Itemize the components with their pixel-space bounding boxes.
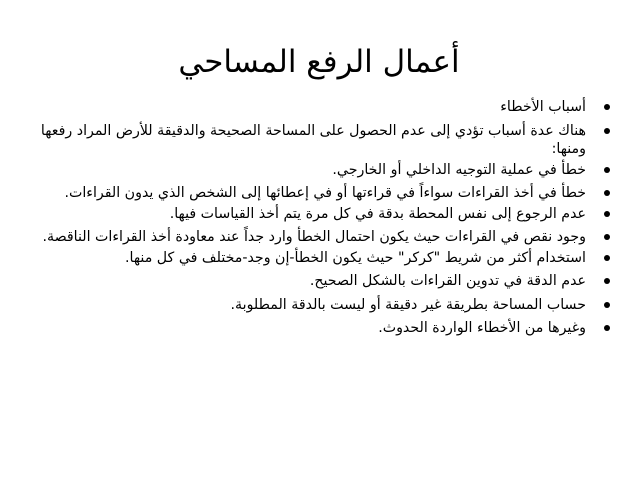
bullet-text: حساب المساحة بطريقة غير دقيقة أو ليست بالدقة المطلوبة. xyxy=(230,296,586,313)
bullet-text: استخدام أكثر من شريط "كركر" حيث يكون الخطأ-إن وجد-مختلف في كل منها. xyxy=(125,249,586,266)
bullet-item xyxy=(16,319,616,338)
bullet-dot-icon xyxy=(604,190,610,196)
bullet-item xyxy=(16,272,616,291)
bullet-dot-icon xyxy=(604,211,610,217)
slide-title: أعمال الرفع المساحي xyxy=(178,44,460,80)
bullet-dot-icon xyxy=(604,128,610,134)
bullet-dot-icon xyxy=(604,255,610,261)
bullet-dot-icon xyxy=(604,325,610,331)
bullet-text: وجود نقص في القراءات حيث يكون احتمال الخطأ وارد جداً عند معاودة أخذ القراءات الناقصة. xyxy=(42,229,586,245)
bullet-text: خطأ في أخذ القراءات سواءاً في قراءتها أو في إعطائها إلى الشخص الذي يدون القراءات. xyxy=(64,185,586,201)
bullet-dot-icon xyxy=(604,104,610,110)
bullet-dot-icon xyxy=(604,167,610,173)
bullet-text: خطأ في عملية التوجيه الداخلي أو الخارجي. xyxy=(332,161,586,178)
bullet-item xyxy=(16,228,616,247)
bullet-item xyxy=(16,184,616,203)
bullet-dot-icon xyxy=(604,302,610,308)
bullet-dot-icon xyxy=(604,234,610,240)
bullet-item xyxy=(16,296,616,315)
bullet-item xyxy=(16,249,616,268)
bullet-item xyxy=(16,98,616,117)
bullet-list xyxy=(16,98,616,343)
bullet-item xyxy=(16,122,616,159)
bullet-text: وغيرها من الأخطاء الواردة الحدوث. xyxy=(378,320,586,336)
bullet-item xyxy=(16,161,616,180)
bullet-item xyxy=(16,205,616,224)
bullet-dot-icon xyxy=(604,278,610,284)
bullet-text: هناك عدة أسباب تؤدي إلى عدم الحصول على المساحة الصحيحة والدقيقة للأرض المراد رفعها ومنها: xyxy=(40,122,586,157)
bullet-text: عدم الدقة في تدوين القراءات بالشكل الصحيح. xyxy=(309,273,586,289)
bullet-text: أسباب الأخطاء xyxy=(500,99,586,115)
bullet-text: عدم الرجوع إلى نفس المحطة بدقة في كل مرة يتم أخذ القياسات فيها. xyxy=(169,205,586,222)
